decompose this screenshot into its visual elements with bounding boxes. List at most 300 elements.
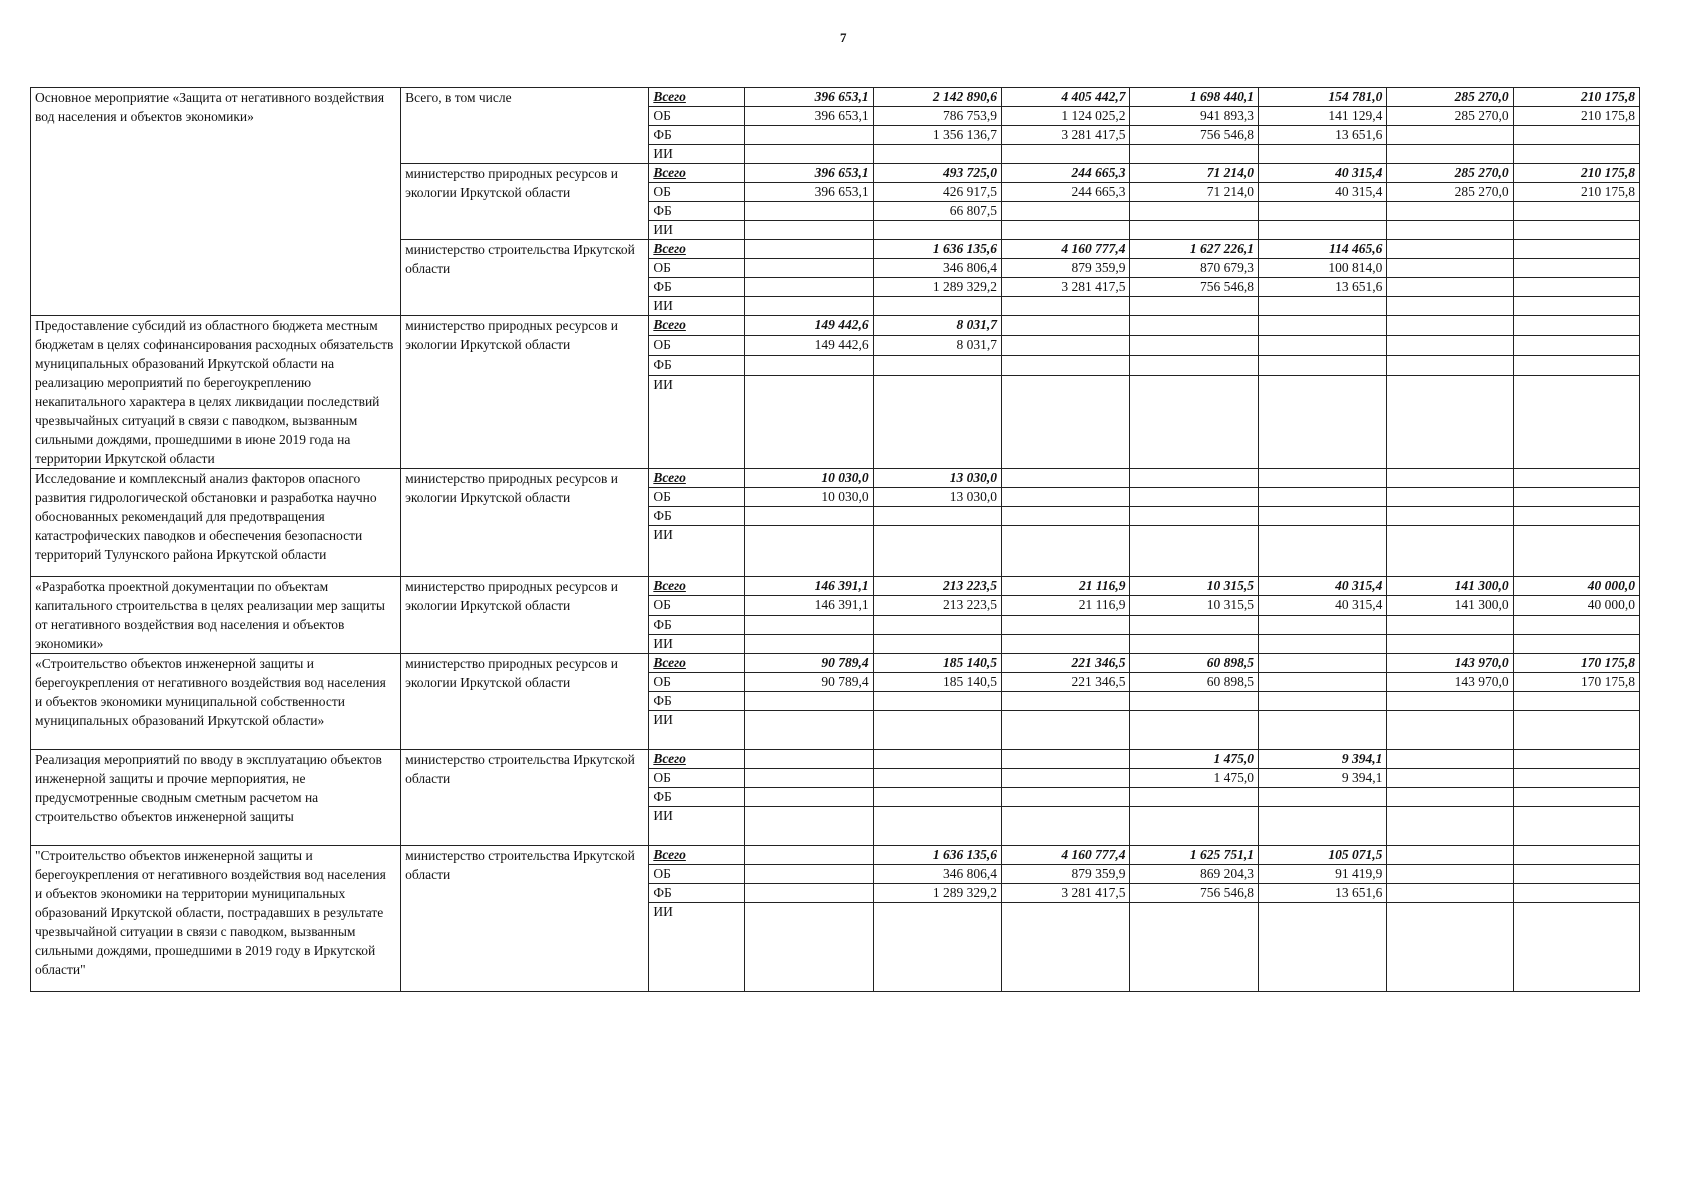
amount-cell [1002, 375, 1130, 468]
amount-cell: 396 653,1 [745, 164, 873, 183]
amount-cell: 1 289 329,2 [873, 884, 1001, 903]
table-row [31, 316, 1640, 336]
amount-cell: 1 636 135,6 [873, 240, 1001, 259]
amount-cell [1258, 145, 1386, 164]
amount-cell [745, 259, 873, 278]
funding-source-cell: Всего [649, 240, 745, 259]
amount-cell [873, 750, 1001, 769]
amount-cell: 100 814,0 [1258, 259, 1386, 278]
amount-cell [1513, 240, 1639, 259]
executor-cell: министерство природных ресурсов и экологии Иркутской области [401, 316, 649, 469]
funding-source-cell: ИИ [649, 297, 745, 316]
amount-cell: 1 356 136,7 [873, 126, 1001, 145]
amount-cell: 13 651,6 [1258, 884, 1386, 903]
amount-cell [1387, 788, 1513, 807]
funding-source-cell: Всего [649, 164, 745, 183]
amount-cell [1387, 846, 1513, 865]
amount-cell [1513, 903, 1639, 992]
amount-cell [1387, 807, 1513, 846]
amount-cell [1387, 335, 1513, 355]
amount-cell [745, 297, 873, 316]
amount-cell: 60 898,5 [1130, 673, 1258, 692]
measure-cell: Предоставление субсидий из областного бюджета местным бюджетам в целях софинансирования расходных обязательств муниципальных образований Иркутской области на реализацию мероприятий по берегоукреплению некапитального характера в целях ликвидации последствий чрезвычайных ситуаций в связи с паводком, вызванным сильными дождями, прошедшими в июне 2019 года на территории Иркутской области [31, 316, 401, 469]
amount-cell [1258, 807, 1386, 846]
amount-cell: 21 116,9 [1002, 596, 1130, 615]
amount-cell [1258, 221, 1386, 240]
amount-cell: 4 160 777,4 [1002, 846, 1130, 865]
amount-cell: 71 214,0 [1130, 164, 1258, 183]
funding-source-cell: ИИ [649, 711, 745, 750]
amount-cell [1513, 316, 1639, 336]
amount-cell [1513, 769, 1639, 788]
amount-cell: 146 391,1 [745, 596, 873, 615]
amount-cell [1130, 615, 1258, 634]
amount-cell [1513, 884, 1639, 903]
amount-cell: 141 300,0 [1387, 577, 1513, 596]
amount-cell: 10 030,0 [745, 488, 873, 507]
amount-cell [745, 788, 873, 807]
amount-cell [1387, 278, 1513, 297]
amount-cell: 40 315,4 [1258, 596, 1386, 615]
amount-cell [1258, 375, 1386, 468]
amount-cell: 9 394,1 [1258, 750, 1386, 769]
amount-cell: 71 214,0 [1130, 183, 1258, 202]
amount-cell: 941 893,3 [1130, 107, 1258, 126]
amount-cell [745, 615, 873, 634]
executor-cell: министерство строительства Иркутской области [401, 846, 649, 992]
amount-cell: 1 475,0 [1130, 750, 1258, 769]
amount-cell: 185 140,5 [873, 654, 1001, 673]
amount-cell [1513, 278, 1639, 297]
amount-cell [873, 221, 1001, 240]
amount-cell [873, 692, 1001, 711]
amount-cell: 9 394,1 [1258, 769, 1386, 788]
funding-source-cell: ИИ [649, 526, 745, 577]
amount-cell [1002, 634, 1130, 653]
amount-cell: 40 315,4 [1258, 183, 1386, 202]
budget-table [30, 87, 1640, 992]
amount-cell [1513, 615, 1639, 634]
table-row [31, 88, 1640, 107]
amount-cell [1130, 469, 1258, 488]
funding-source-cell: ОБ [649, 259, 745, 278]
amount-cell [1387, 692, 1513, 711]
amount-cell: 426 917,5 [873, 183, 1001, 202]
amount-cell [745, 355, 873, 375]
table-row [31, 469, 1640, 488]
funding-source-cell: ИИ [649, 145, 745, 164]
amount-cell: 221 346,5 [1002, 654, 1130, 673]
amount-cell [1002, 526, 1130, 577]
table-row [31, 654, 1640, 673]
amount-cell [1002, 507, 1130, 526]
amount-cell [1002, 202, 1130, 221]
amount-cell [1130, 788, 1258, 807]
amount-cell [1513, 221, 1639, 240]
amount-cell [1513, 355, 1639, 375]
amount-cell [1130, 375, 1258, 468]
executor-cell: Всего, в том числе [401, 88, 649, 164]
funding-source-cell: ФБ [649, 884, 745, 903]
amount-cell: 143 970,0 [1387, 654, 1513, 673]
executor-cell: министерство природных ресурсов и экологии Иркутской области [401, 164, 649, 240]
amount-cell [1002, 615, 1130, 634]
amount-cell: 756 546,8 [1130, 126, 1258, 145]
page-number: 7 [840, 30, 847, 45]
amount-cell: 105 071,5 [1258, 846, 1386, 865]
amount-cell [1387, 221, 1513, 240]
amount-cell [745, 526, 873, 577]
amount-cell [873, 375, 1001, 468]
measure-cell: Основное мероприятие «Защита от негативного воздействия вод населения и объектов экономики» [31, 88, 401, 316]
amount-cell [1002, 807, 1130, 846]
amount-cell: 346 806,4 [873, 259, 1001, 278]
amount-cell [1002, 788, 1130, 807]
amount-cell [1002, 316, 1130, 336]
table-row [31, 750, 1640, 769]
amount-cell [745, 884, 873, 903]
funding-source-cell: ФБ [649, 507, 745, 526]
amount-cell [1387, 145, 1513, 164]
amount-cell: 141 129,4 [1258, 107, 1386, 126]
amount-cell [1387, 126, 1513, 145]
amount-cell [1258, 202, 1386, 221]
amount-cell [1130, 145, 1258, 164]
amount-cell [1258, 903, 1386, 992]
amount-cell: 210 175,8 [1513, 107, 1639, 126]
amount-cell [1387, 488, 1513, 507]
amount-cell [1002, 903, 1130, 992]
funding-source-cell: Всего [649, 469, 745, 488]
amount-cell [1513, 335, 1639, 355]
amount-cell [1387, 526, 1513, 577]
amount-cell: 493 725,0 [873, 164, 1001, 183]
funding-source-cell: Всего [649, 846, 745, 865]
amount-cell [873, 807, 1001, 846]
amount-cell: 90 789,4 [745, 654, 873, 673]
amount-cell: 170 175,8 [1513, 654, 1639, 673]
measure-cell: «Разработка проектной документации по объектам капитального строительства в целях реализации мер защиты от негативного воздействия вод населения и объектов экономики» [31, 577, 401, 654]
amount-cell: 1 475,0 [1130, 769, 1258, 788]
amount-cell [1258, 711, 1386, 750]
amount-cell [1513, 807, 1639, 846]
amount-cell: 146 391,1 [745, 577, 873, 596]
amount-cell: 66 807,5 [873, 202, 1001, 221]
amount-cell: 221 346,5 [1002, 673, 1130, 692]
amount-cell [1513, 692, 1639, 711]
amount-cell [745, 634, 873, 653]
funding-source-cell: ОБ [649, 596, 745, 615]
amount-cell [1387, 903, 1513, 992]
amount-cell [1387, 259, 1513, 278]
amount-cell [1387, 884, 1513, 903]
amount-cell [1002, 297, 1130, 316]
measure-cell: «Строительство объектов инженерной защиты и берегоукрепления от негативного воздействия вод населения и объектов экономики муниципальной собственности муниципальных образований Иркутской области» [31, 654, 401, 750]
amount-cell: 2 142 890,6 [873, 88, 1001, 107]
amount-cell: 3 281 417,5 [1002, 884, 1130, 903]
amount-cell [745, 865, 873, 884]
amount-cell [873, 145, 1001, 164]
funding-source-cell: ФБ [649, 202, 745, 221]
executor-cell: министерство строительства Иркутской области [401, 240, 649, 316]
amount-cell [1387, 711, 1513, 750]
amount-cell [1130, 903, 1258, 992]
amount-cell [1513, 259, 1639, 278]
funding-source-cell: ФБ [649, 126, 745, 145]
amount-cell: 21 116,9 [1002, 577, 1130, 596]
amount-cell: 3 281 417,5 [1002, 126, 1130, 145]
amount-cell [1387, 355, 1513, 375]
amount-cell [1002, 469, 1130, 488]
amount-cell: 149 442,6 [745, 316, 873, 336]
amount-cell: 40 000,0 [1513, 577, 1639, 596]
amount-cell: 1 289 329,2 [873, 278, 1001, 297]
amount-cell: 1 124 025,2 [1002, 107, 1130, 126]
amount-cell [1513, 865, 1639, 884]
amount-cell [1387, 769, 1513, 788]
amount-cell: 1 636 135,6 [873, 846, 1001, 865]
executor-cell: министерство строительства Иркутской области [401, 750, 649, 846]
amount-cell [745, 769, 873, 788]
amount-cell [1258, 488, 1386, 507]
table-row [31, 846, 1640, 865]
amount-cell [745, 903, 873, 992]
amount-cell: 1 698 440,1 [1130, 88, 1258, 107]
measure-cell: Реализация мероприятий по вводу в эксплуатацию объектов инженерной защиты и прочие мерпориятия, не предусмотренные сводным сметным расчетом на строительство объектов инженерной защиты [31, 750, 401, 846]
amount-cell [1513, 375, 1639, 468]
amount-cell: 154 781,0 [1258, 88, 1386, 107]
amount-cell [1130, 202, 1258, 221]
amount-cell: 1 627 226,1 [1130, 240, 1258, 259]
amount-cell [1387, 865, 1513, 884]
amount-cell [1002, 145, 1130, 164]
funding-source-cell: ФБ [649, 692, 745, 711]
amount-cell [873, 507, 1001, 526]
amount-cell [1130, 507, 1258, 526]
amount-cell [745, 278, 873, 297]
amount-cell [1130, 355, 1258, 375]
amount-cell [745, 375, 873, 468]
amount-cell [745, 145, 873, 164]
funding-source-cell: ФБ [649, 788, 745, 807]
amount-cell [1513, 750, 1639, 769]
amount-cell: 285 270,0 [1387, 88, 1513, 107]
amount-cell [1513, 634, 1639, 653]
amount-cell: 143 970,0 [1387, 673, 1513, 692]
amount-cell [1002, 750, 1130, 769]
funding-source-cell: ИИ [649, 903, 745, 992]
amount-cell [745, 221, 873, 240]
amount-cell [1130, 711, 1258, 750]
executor-cell: министерство природных ресурсов и экологии Иркутской области [401, 469, 649, 577]
amount-cell [745, 846, 873, 865]
amount-cell [1258, 788, 1386, 807]
amount-cell: 285 270,0 [1387, 107, 1513, 126]
amount-cell: 8 031,7 [873, 335, 1001, 355]
amount-cell: 3 281 417,5 [1002, 278, 1130, 297]
funding-source-cell: ИИ [649, 634, 745, 653]
amount-cell [1387, 316, 1513, 336]
amount-cell: 213 223,5 [873, 577, 1001, 596]
funding-source-cell: ФБ [649, 615, 745, 634]
funding-source-cell: ОБ [649, 673, 745, 692]
amount-cell [1387, 750, 1513, 769]
amount-cell: 213 223,5 [873, 596, 1001, 615]
amount-cell [1130, 316, 1258, 336]
amount-cell: 210 175,8 [1513, 164, 1639, 183]
amount-cell [1002, 769, 1130, 788]
amount-cell [1387, 469, 1513, 488]
funding-source-cell: ИИ [649, 375, 745, 468]
amount-cell: 396 653,1 [745, 107, 873, 126]
amount-cell: 210 175,8 [1513, 183, 1639, 202]
amount-cell: 13 030,0 [873, 469, 1001, 488]
amount-cell [1130, 692, 1258, 711]
amount-cell [1002, 355, 1130, 375]
amount-cell: 90 789,4 [745, 673, 873, 692]
executor-cell: министерство природных ресурсов и экологии Иркутской области [401, 577, 649, 654]
measure-cell: Исследование и комплексный анализ факторов опасного развития гидрологической обстановки и разработка научно обоснованных рекомендаций для предотвращения катастрофических паводков и обеспечения безопасности территорий Тулунского района Иркутской области [31, 469, 401, 577]
amount-cell [1513, 469, 1639, 488]
funding-source-cell: ОБ [649, 769, 745, 788]
amount-cell [873, 769, 1001, 788]
amount-cell [1258, 335, 1386, 355]
amount-cell: 40 315,4 [1258, 164, 1386, 183]
table-row [31, 577, 1640, 596]
amount-cell [1387, 507, 1513, 526]
funding-source-cell: Всего [649, 88, 745, 107]
amount-cell: 13 651,6 [1258, 126, 1386, 145]
amount-cell [1258, 507, 1386, 526]
amount-cell [873, 297, 1001, 316]
amount-cell [1387, 297, 1513, 316]
amount-cell [745, 240, 873, 259]
amount-cell [1130, 526, 1258, 577]
amount-cell [1513, 488, 1639, 507]
amount-cell: 149 442,6 [745, 335, 873, 355]
amount-cell: 244 665,3 [1002, 164, 1130, 183]
amount-cell [1002, 335, 1130, 355]
amount-cell: 870 679,3 [1130, 259, 1258, 278]
amount-cell [873, 526, 1001, 577]
amount-cell: 1 625 751,1 [1130, 846, 1258, 865]
amount-cell: 786 753,9 [873, 107, 1001, 126]
amount-cell [1387, 615, 1513, 634]
amount-cell: 285 270,0 [1387, 164, 1513, 183]
amount-cell [745, 202, 873, 221]
amount-cell [1387, 634, 1513, 653]
amount-cell [1258, 469, 1386, 488]
amount-cell: 879 359,9 [1002, 259, 1130, 278]
amount-cell: 185 140,5 [873, 673, 1001, 692]
budget-table-body [31, 88, 1640, 992]
amount-cell [1258, 673, 1386, 692]
amount-cell [1130, 221, 1258, 240]
amount-cell [745, 692, 873, 711]
amount-cell [1258, 316, 1386, 336]
amount-cell [1258, 355, 1386, 375]
funding-source-cell: ФБ [649, 278, 745, 297]
amount-cell [1002, 221, 1130, 240]
amount-cell [1513, 788, 1639, 807]
amount-cell [1258, 297, 1386, 316]
measure-cell: "Строительство объектов инженерной защиты и берегоукрепления от негативного воздействия вод населения и объектов экономики на территории муниципальных образований Иркутской области, пострадавших в результате чрезвычайной ситуации в связи с паводком, вызванным сильными дождями, прошедшими в 2019 году в Иркутской области" [31, 846, 401, 992]
amount-cell [745, 750, 873, 769]
amount-cell: 141 300,0 [1387, 596, 1513, 615]
funding-source-cell: ИИ [649, 221, 745, 240]
amount-cell [873, 711, 1001, 750]
amount-cell: 285 270,0 [1387, 183, 1513, 202]
amount-cell [1258, 526, 1386, 577]
funding-source-cell: Всего [649, 316, 745, 336]
amount-cell [873, 355, 1001, 375]
amount-cell [1258, 692, 1386, 711]
amount-cell: 13 030,0 [873, 488, 1001, 507]
funding-source-cell: ОБ [649, 183, 745, 202]
amount-cell [1130, 634, 1258, 653]
funding-source-cell: Всего [649, 654, 745, 673]
amount-cell: 869 204,3 [1130, 865, 1258, 884]
amount-cell [1002, 711, 1130, 750]
amount-cell: 40 315,4 [1258, 577, 1386, 596]
executor-cell: министерство природных ресурсов и экологии Иркутской области [401, 654, 649, 750]
amount-cell: 8 031,7 [873, 316, 1001, 336]
amount-cell [1258, 634, 1386, 653]
amount-cell: 40 000,0 [1513, 596, 1639, 615]
amount-cell [1513, 126, 1639, 145]
amount-cell [873, 903, 1001, 992]
amount-cell [873, 788, 1001, 807]
amount-cell [745, 711, 873, 750]
amount-cell: 114 465,6 [1258, 240, 1386, 259]
amount-cell [1258, 615, 1386, 634]
funding-source-cell: Всего [649, 750, 745, 769]
amount-cell [1130, 297, 1258, 316]
amount-cell [1387, 202, 1513, 221]
amount-cell [1002, 692, 1130, 711]
funding-source-cell: ОБ [649, 107, 745, 126]
amount-cell [1387, 240, 1513, 259]
amount-cell: 10 315,5 [1130, 596, 1258, 615]
amount-cell: 4 160 777,4 [1002, 240, 1130, 259]
amount-cell [1513, 526, 1639, 577]
amount-cell [745, 507, 873, 526]
amount-cell [1513, 297, 1639, 316]
amount-cell [745, 807, 873, 846]
amount-cell [873, 634, 1001, 653]
amount-cell [1002, 488, 1130, 507]
amount-cell: 244 665,3 [1002, 183, 1130, 202]
funding-source-cell: ОБ [649, 335, 745, 355]
funding-source-cell: Всего [649, 577, 745, 596]
amount-cell: 170 175,8 [1513, 673, 1639, 692]
amount-cell: 91 419,9 [1258, 865, 1386, 884]
amount-cell [1513, 846, 1639, 865]
amount-cell [1513, 507, 1639, 526]
funding-source-cell: ОБ [649, 865, 745, 884]
funding-source-cell: ФБ [649, 355, 745, 375]
amount-cell: 210 175,8 [1513, 88, 1639, 107]
funding-source-cell: ИИ [649, 807, 745, 846]
amount-cell [1513, 711, 1639, 750]
amount-cell [1258, 654, 1386, 673]
amount-cell [1513, 145, 1639, 164]
amount-cell [1130, 488, 1258, 507]
amount-cell: 60 898,5 [1130, 654, 1258, 673]
funding-source-cell: ОБ [649, 488, 745, 507]
amount-cell: 4 405 442,7 [1002, 88, 1130, 107]
amount-cell: 879 359,9 [1002, 865, 1130, 884]
